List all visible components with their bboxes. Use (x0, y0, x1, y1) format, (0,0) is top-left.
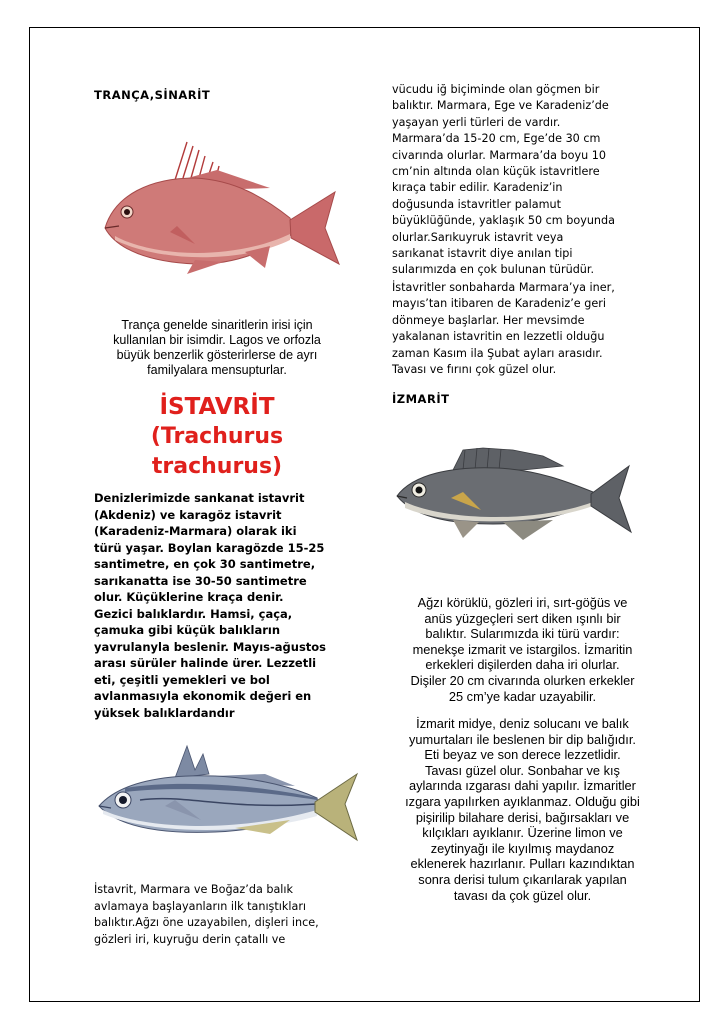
text-line: yavrulanyla beslenir. Mayıs-ağustos (94, 639, 327, 654)
text-line: yüksek balıklardandır (94, 705, 235, 720)
istavrit-season-paragraph (392, 280, 667, 378)
text-line: tavası da çok güzel olur. (453, 887, 592, 903)
text-line: eklenerek hazırlanır. Pulları kazındıktan (410, 856, 635, 872)
text-line: büyüklüğünde, yaklaşık 50 cm boyunda (392, 214, 615, 228)
text-line: büyük benzerlik gösterirlerse de ayrı (116, 348, 318, 362)
text-line: İstavritler sonbaharda Marmara’ya iner, (392, 281, 615, 294)
text-line: zeytinyağı ile kıyılmış maydanoz (430, 840, 615, 856)
izmarit-heading: İZMARİT (392, 392, 450, 406)
text-line: gözleri iri, kuyruğu derin çatallı ve (94, 932, 286, 946)
text-line: erkekleri dişilerden daha iri olurlar. (425, 657, 620, 673)
text-line: santimetre, en çok 30 santimetre, (94, 557, 316, 571)
text-line: mayıs’tan itibaren de Karadeniz’e geri (392, 297, 606, 311)
text-line: vücudu iğ biçiminde olan göçmen bir (392, 83, 600, 96)
izmarit-paragraph-1 (380, 595, 665, 704)
text-line: 25 cm’ye kadar uzayabilir. (448, 688, 597, 704)
text-line: arası sürüler halinde ürer. Lezzetli (94, 656, 317, 670)
text-line: dönmeye başlarlar. Her mevsimde (392, 313, 585, 327)
tranca-fish-illustration (95, 140, 345, 275)
text-line: çamuka gibi küçük balıkların (94, 623, 281, 637)
text-line: olurlar.Sarıkuyruk istavrit veya (392, 230, 564, 244)
text-line: Ağzı körüklü, gözleri iri, sırt-göğüs ve (417, 595, 628, 610)
text-line: sarıkanatta ise 30-50 santimetre (94, 573, 307, 588)
text-line: yumurtaları ile beslenen bir dip balığıdır. (409, 731, 636, 747)
text-line: Marmara’da 15-20 cm, Ege’de 30 cm (392, 132, 601, 146)
istavrit-title: İSTAVRİT (159, 394, 275, 420)
text-line: familyalara mensupturlar. (147, 363, 287, 377)
istavrit-bottom-paragraph (94, 882, 364, 948)
text-line: sarıkanat istavrit diye anılan tipi (392, 247, 573, 261)
istavrit-continued-paragraph (392, 82, 667, 279)
istavrit-fish-illustration (95, 740, 360, 855)
text-line: Trança genelde sinaritlerin irisi için (121, 318, 313, 332)
text-line: ızgara yapılırken ayıklanmaz. Olduğu gibi (405, 793, 640, 809)
text-line: balıktır. Sularımızda iki türü vardır: (425, 626, 620, 642)
text-line: balıktır. Marmara, Ege ve Karadeniz’de (392, 99, 609, 113)
izmarit-fish-illustration (393, 440, 633, 550)
text-line: Gezici balıklardır. Hamsi, çaça, (94, 606, 293, 621)
tranca-heading: TRANÇA,SİNARİT (94, 88, 211, 102)
izmarit-paragraph-2 (380, 716, 665, 903)
text-line: kıraça tabir edilir. Karadeniz’in (392, 181, 563, 195)
text-line: menekşe izmarit ve istargilos. İzmaritin (412, 641, 633, 657)
text-line: (Karadeniz-Marmara) olarak iki (94, 524, 297, 538)
text-line: Denizlerimizde sankanat istavrit (94, 491, 305, 505)
text-line: sularımızda en çok bulunan türüdür. (392, 263, 595, 277)
text-line: Eti beyaz ve son derece lezzetlidir. (424, 747, 621, 763)
text-line: kılçıkları ayıklanır. Üzerine limon ve (422, 825, 623, 841)
text-line: zaman Kasım ila Şubat ayları arasıdır. (392, 346, 603, 360)
tranca-caption (82, 318, 352, 378)
text-line: sonra derisi tulum çıkarılarak yapılan (418, 871, 627, 887)
text-line: avlamaya başlayanların ilk tanıştıkları (94, 899, 307, 913)
text-line: Tavası güzel olur. Sonbahar ve kış (425, 762, 620, 778)
text-line: aylarında ızgarası dahi yapılır. İzmaritler (409, 778, 636, 794)
text-line: İzmarit midye, deniz solucanı ve balık (416, 716, 629, 731)
text-line: türü yaşar. Boylan karagözde 15-25 (94, 540, 325, 555)
istavrit-title-block (92, 392, 342, 482)
text-line: Tavası ve fırını çok güzel olur. (392, 363, 557, 377)
text-line: pişirilip bilahare derisi, bağırsakları ve (415, 809, 630, 825)
text-line: İstavrit, Marmara ve Boğaz’da balık (94, 883, 294, 896)
text-line: doğusunda istavritler palamut (392, 197, 561, 211)
istavrit-bold-paragraph (94, 490, 364, 721)
text-line: yakalanan istavritin en lezzetli olduğu (392, 330, 605, 344)
text-line: civarında olurlar. Marmara’da boyu 10 (392, 148, 606, 162)
text-line: cm’nin altında olan küçük istavritlere (392, 165, 600, 179)
text-line: Dişiler 20 cm civarında olurken erkekler (410, 672, 635, 688)
text-line: (Akdeniz) ve karagöz istavrit (94, 507, 282, 522)
text-line: yaşayan yerli türleri de vardır. (392, 115, 561, 129)
text-line: anüs yüzgeçleri sert diken ışınlı bir (424, 610, 621, 626)
text-line: balıktır.Ağzı öne uzayabilen, dişleri ince, (94, 916, 319, 929)
istavrit-latin-line: (Trachurus (150, 424, 284, 449)
text-line: eti, çeşitli yemekleri ve bol (94, 672, 270, 687)
istavrit-latin-line: trachurus) (151, 454, 283, 479)
text-line: avlanmasıyla ekonomik değeri en (94, 689, 312, 703)
text-line: kullanılan bir isimdir. Lagos ve orfozla (113, 333, 321, 347)
text-line: olur. Küçüklerine kraça denir. (94, 590, 284, 604)
